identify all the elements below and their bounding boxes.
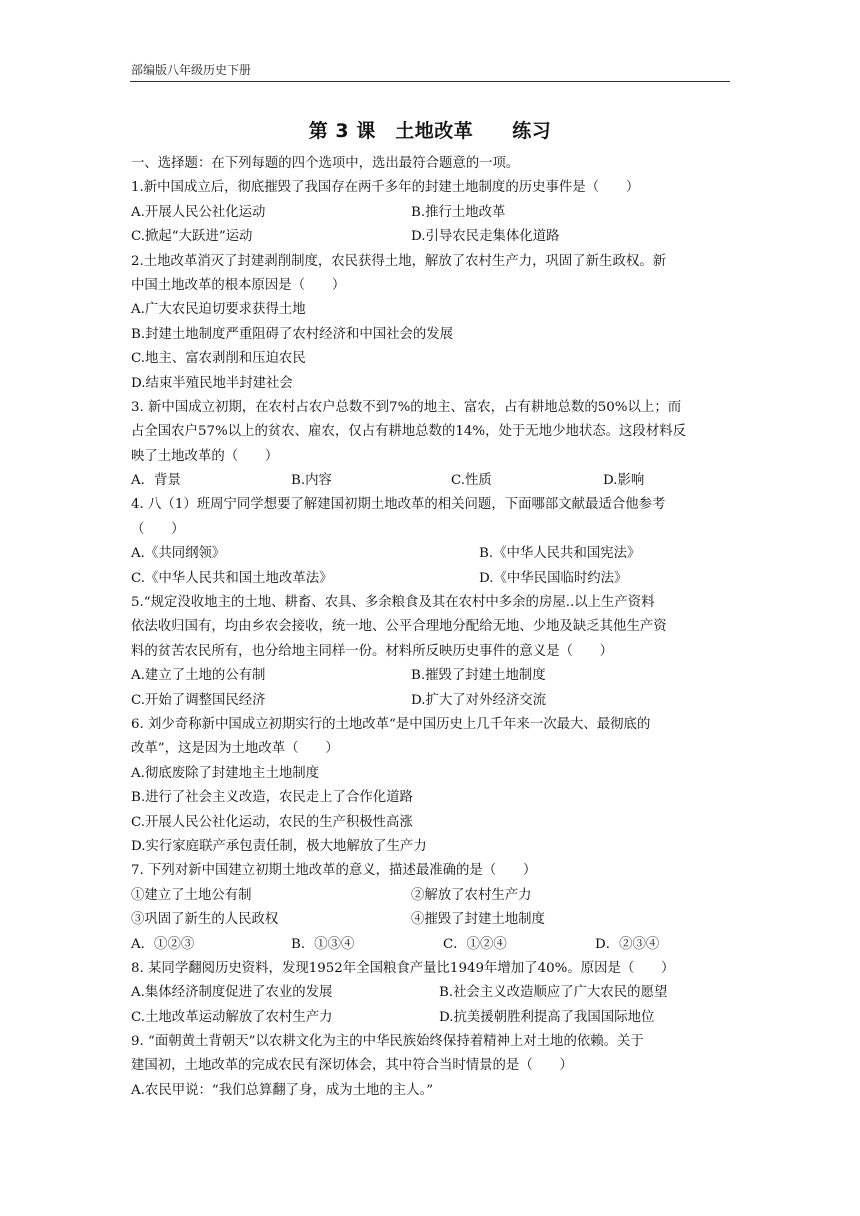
q7-statement-2: ②解放了农村生产力 bbox=[411, 887, 532, 903]
q4-option-c[interactable]: C.《中华人民共和国土地改革法》 bbox=[131, 570, 333, 586]
header-rule bbox=[130, 81, 730, 82]
q4-stem-line-1: 4. 八（1）班周宁同学想要了解建国初期土地改革的相关问题，下面哪部文献最适合他参考 bbox=[131, 497, 666, 513]
q6-stem-line-1: 6. 刘少奇称新中国成立初期实行的土地改革“是中国历史上几千年来一次最大、最彻底的 bbox=[131, 716, 651, 732]
q8-option-a[interactable]: A.集体经济制度促进了农业的发展 bbox=[131, 985, 333, 1001]
questions-body bbox=[131, 152, 731, 1103]
q1-option-a[interactable]: A.开展人民公社化运动 bbox=[131, 204, 266, 220]
q6-option-a[interactable]: A.彻底废除了封建地主土地制度 bbox=[131, 765, 320, 781]
q7-option-a[interactable]: A．①②③ bbox=[131, 936, 195, 952]
q3-stem-line-1: 3. 新中国成立初期，在农村占农户总数不到7%的地主、富农，占有耕地总数的50%以上；而 bbox=[131, 399, 682, 415]
q9-stem-line-2: 建国初，土地改革的完成农民有深切体会，其中符合当时情景的是（ ） bbox=[131, 1058, 573, 1074]
q2-option-a[interactable]: A.广大农民迫切要求获得土地 bbox=[131, 302, 306, 318]
q1-option-b[interactable]: B.推行土地改革 bbox=[411, 204, 506, 220]
q7-option-b[interactable]: B．①③④ bbox=[291, 936, 355, 952]
q4-option-a[interactable]: A.《共同纲领》 bbox=[131, 546, 226, 562]
q7-statement-3: ③巩固了新生的人民政权 bbox=[131, 912, 279, 928]
q5-stem-line-3: 料的贫苦农民所有，也分给地主同样一份。材料所反映历史事件的意义是（ ） bbox=[131, 643, 614, 659]
q2-stem-line-1: 2.土地改革消灭了封建剥削制度，农民获得土地，解放了农村生产力，巩固了新生政权。新 bbox=[131, 253, 667, 269]
q8-option-b[interactable]: B.社会主义改造顺应了广大农民的愿望 bbox=[439, 985, 668, 1001]
q5-option-b[interactable]: B.摧毁了封建土地制度 bbox=[411, 668, 546, 684]
q2-option-d[interactable]: D.结束半殖民地半封建社会 bbox=[131, 375, 293, 391]
q8-options-row-2 bbox=[131, 1006, 731, 1030]
q3-stem-line-3: 映了土地改革的（ ） bbox=[131, 448, 279, 464]
q7-statement-4: ④摧毁了封建土地制度 bbox=[411, 912, 545, 928]
q1-options-row-1 bbox=[131, 201, 731, 225]
q7-stem: 7. 下列对新中国建立初期土地改革的意义，描述最准确的是（ ） bbox=[131, 863, 537, 879]
q3-stem-line-2: 占全国农户57%以上的贫农、雇农，仅占有耕地总数的14%，处于无地少地状态。这段材料反 bbox=[131, 424, 686, 440]
q5-stem-line-1: 5.“规定没收地主的土地、耕畜、农具、多余粮食及其在农村中多余的房屋..以上生产资料 bbox=[131, 595, 655, 611]
q9-option-a[interactable]: A.农民甲说：“我们总算翻了身，成为土地的主人。” bbox=[131, 1082, 434, 1098]
running-header: 部编版八年级历史下册 bbox=[131, 63, 252, 77]
q3-option-c[interactable]: C.性质 bbox=[451, 473, 492, 489]
section-heading: 一、选择题：在下列每题的四个选项中，选出最符合题意的一项。 bbox=[131, 156, 520, 171]
q5-stem-line-2: 依法收归国有，均由乡农会接收，统一地、公平合理地分配给无地、少地及缺乏其他生产资 bbox=[131, 619, 667, 635]
title-suffix: 练习 bbox=[512, 120, 552, 142]
q5-options-row-2 bbox=[131, 689, 731, 713]
q4-option-b[interactable]: B.《中华人民共和国宪法》 bbox=[479, 546, 641, 562]
q6-option-c[interactable]: C.开展人民公社化运动，农民的生产积极性高涨 bbox=[131, 814, 413, 830]
q7-option-d[interactable]: D．②③④ bbox=[595, 936, 660, 952]
q2-stem-line-2: 中国土地改革的根本原因是（ ） bbox=[131, 277, 346, 293]
q3-option-a[interactable]: A．背景 bbox=[131, 473, 181, 489]
q7-statements-row-1 bbox=[131, 884, 731, 908]
page-title bbox=[0, 116, 860, 143]
q1-option-c[interactable]: C.掀起“大跃进”运动 bbox=[131, 229, 253, 245]
q6-option-d[interactable]: D.实行家庭联产承包责任制，极大地解放了生产力 bbox=[131, 838, 427, 854]
q9-stem-line-1: 9. “面朝黄土背朝天”以农耕文化为主的中华民族始终保持着精神上对土地的依赖。关于 bbox=[131, 1034, 644, 1050]
q1-options-row-2 bbox=[131, 225, 731, 249]
q6-stem-line-2: 改革”，这是因为土地改革（ ） bbox=[131, 741, 339, 757]
q8-stem: 8. 某同学翻阅历史资料，发现1952年全国粮食产量比1949年增加了40%。原因是（ ） bbox=[131, 960, 675, 976]
q2-option-c[interactable]: C.地主、富农剥削和压迫农民 bbox=[131, 351, 306, 367]
q3-option-b[interactable]: B.内容 bbox=[291, 473, 332, 489]
q3-option-d[interactable]: D.影响 bbox=[603, 473, 645, 489]
title-main: 第 3 课 土地改革 bbox=[308, 120, 474, 142]
q4-options-row-2 bbox=[131, 567, 731, 591]
q8-option-d[interactable]: D.抗美援朝胜利提高了我国国际地位 bbox=[439, 1009, 655, 1025]
q5-options-row-1 bbox=[131, 664, 731, 688]
q5-option-d[interactable]: D.扩大了对外经济交流 bbox=[411, 692, 547, 708]
q7-statements-row-2 bbox=[131, 908, 731, 932]
q1-option-d[interactable]: D.引导农民走集体化道路 bbox=[411, 229, 560, 245]
q4-option-d[interactable]: D.《中华民国临时约法》 bbox=[479, 570, 628, 586]
q8-options-row-1 bbox=[131, 981, 731, 1005]
q3-options-row bbox=[131, 469, 731, 493]
q7-statement-1: ①建立了土地公有制 bbox=[131, 887, 252, 903]
q7-option-c[interactable]: C．①②④ bbox=[443, 936, 507, 952]
q1-stem: 1.新中国成立后，彻底摧毁了我国存在两千多年的封建土地制度的历史事件是（ ） bbox=[131, 180, 640, 196]
q6-option-b[interactable]: B.进行了社会主义改造，农民走上了合作化道路 bbox=[131, 790, 413, 806]
q7-options-row bbox=[131, 933, 731, 957]
q4-stem-line-2: （ ） bbox=[131, 521, 185, 537]
q8-option-c[interactable]: C.土地改革运动解放了农村生产力 bbox=[131, 1009, 333, 1025]
q2-option-b[interactable]: B.封建土地制度严重阻碍了农村经济和中国社会的发展 bbox=[131, 326, 454, 342]
q5-option-a[interactable]: A.建立了土地的公有制 bbox=[131, 668, 266, 684]
q5-option-c[interactable]: C.开始了调整国民经济 bbox=[131, 692, 266, 708]
q4-options-row-1 bbox=[131, 542, 731, 566]
title-gap bbox=[473, 120, 512, 142]
